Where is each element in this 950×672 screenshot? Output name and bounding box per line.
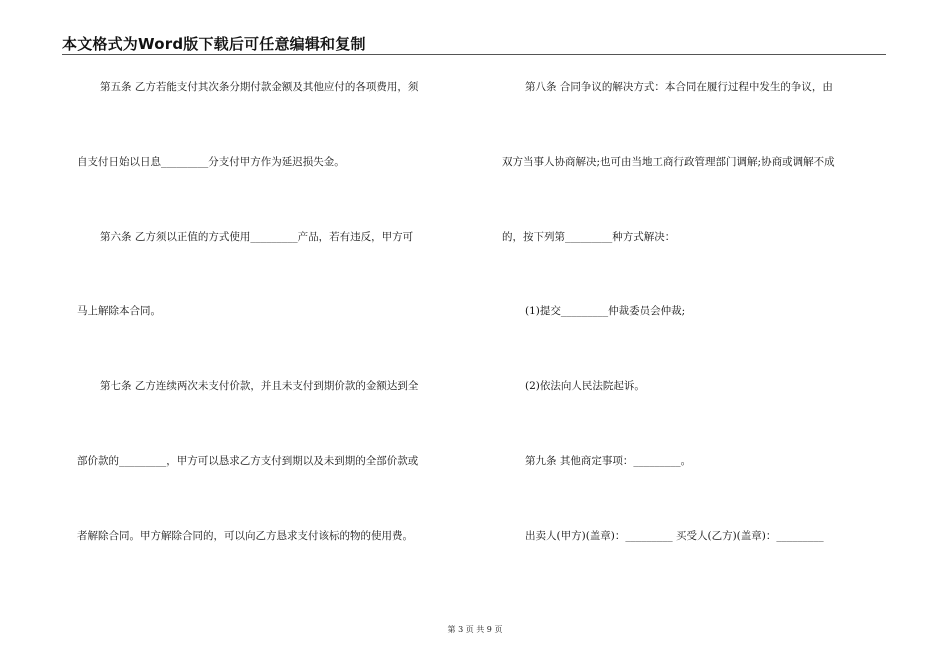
right-line-7: 出卖人(甲方)(盖章)：_________ 买受人(乙方)(盖章)：_________: [525, 530, 824, 542]
right-line-3: 的，按下列第_________种方式解决：: [502, 231, 676, 243]
header-divider: [62, 54, 886, 55]
left-line-7: 者解除合同。甲方解除合同的，可以向乙方恳求支付该标的物的使用费。: [77, 530, 413, 542]
left-line-4: 马上解除本合同。: [77, 305, 161, 317]
left-line-5: 第七条 乙方连续两次未支付价款，并且未支付到期价款的金额达到全: [100, 380, 419, 392]
right-line-1: 第八条 合同争议的解决方式：本合同在履行过程中发生的争议，由: [525, 81, 833, 93]
right-line-2: 双方当事人协商解决;也可由当地工商行政管理部门调解;协商或调解不成: [502, 156, 835, 168]
right-line-6: 第九条 其他商定事项：_________。: [525, 455, 692, 467]
left-line-3: 第六条 乙方须以正值的方式使用_________产品，若有违反，甲方可: [100, 231, 414, 243]
left-line-2: 自支付日始以日息_________分支付甲方作为延迟损失金。: [77, 156, 345, 168]
right-line-5: (2)依法向人民法院起诉。: [525, 380, 645, 392]
right-line-4: (1)提交_________仲裁委员会仲裁;: [525, 305, 686, 317]
left-line-6: 部价款的_________，甲方可以恳求乙方支付到期以及未到期的全部价款或: [77, 455, 419, 467]
page-number: 第 3 页 共 9 页: [447, 625, 503, 634]
left-line-1: 第五条 乙方若能支付其次条分期付款金额及其他应付的各项费用，须: [100, 81, 419, 93]
document-header-title: 本文格式为Word版下载后可任意编辑和复制: [62, 35, 366, 53]
